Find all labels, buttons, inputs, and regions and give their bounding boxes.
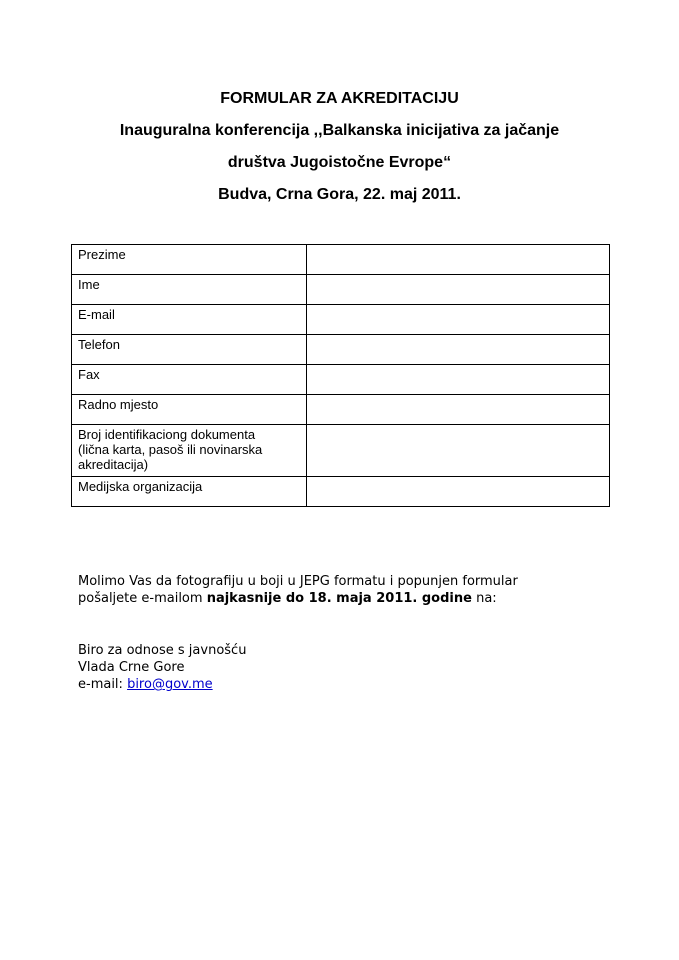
instructions-line-2-end: na: xyxy=(471,591,497,606)
form-row-fax xyxy=(72,365,610,395)
form-label-fax: Fax xyxy=(72,365,307,395)
accreditation-form-table xyxy=(71,244,610,507)
contact-email-line xyxy=(78,676,246,693)
form-label-email: E-mail xyxy=(72,305,307,335)
form-label-id-document-line-3: akreditacija) xyxy=(78,457,149,472)
deadline-text: najkasnije do 18. maja 2011. godine xyxy=(206,591,472,606)
contact-email-label: e-mail: xyxy=(78,677,128,692)
instructions-paragraph xyxy=(78,573,518,607)
form-row-email xyxy=(72,305,610,335)
form-field-telefon[interactable] xyxy=(307,335,610,365)
form-title: FORMULAR ZA AKREDITACIJU xyxy=(220,90,459,107)
instructions-line-2 xyxy=(78,590,518,607)
form-row-id-document xyxy=(72,425,610,477)
form-field-media-org[interactable] xyxy=(307,477,610,507)
form-label-radno-mjesto: Radno mjesto xyxy=(72,395,307,425)
form-label-ime: Ime xyxy=(72,275,307,305)
contact-email-link[interactable]: biro@gov.me xyxy=(127,677,213,692)
conference-place-date: Budva, Crna Gora, 22. maj 2011. xyxy=(218,186,461,203)
instructions-line-1: Molimo Vas da fotografiju u boji u JEPG formatu i popunjen formular xyxy=(78,574,518,589)
form-field-email[interactable] xyxy=(307,305,610,335)
form-field-ime[interactable] xyxy=(307,275,610,305)
form-field-prezime[interactable] xyxy=(307,245,610,275)
form-row-radno-mjesto xyxy=(72,395,610,425)
form-label-id-document xyxy=(72,425,307,477)
instructions-line-2-start: pošaljete e-mailom xyxy=(78,591,207,606)
form-row-ime xyxy=(72,275,610,305)
form-label-telefon: Telefon xyxy=(72,335,307,365)
form-field-fax[interactable] xyxy=(307,365,610,395)
form-row-telefon xyxy=(72,335,610,365)
form-label-prezime: Prezime xyxy=(72,245,307,275)
form-row-media-org xyxy=(72,477,610,507)
form-field-id-document[interactable] xyxy=(307,425,610,477)
conference-title-line-2: društva Jugoistočne Evrope“ xyxy=(227,154,452,171)
form-row-prezime xyxy=(72,245,610,275)
contact-block xyxy=(78,642,246,693)
conference-title-line-1: Inauguralna konferencija ,,Balkanska inicijativa za jačanje xyxy=(119,122,560,139)
contact-government: Vlada Crne Gore xyxy=(78,660,185,675)
form-label-media-org: Medijska organizacija xyxy=(72,477,307,507)
form-label-id-document-line-1: Broj identifikaciong dokumenta xyxy=(78,427,256,442)
form-field-radno-mjesto[interactable] xyxy=(307,395,610,425)
contact-office: Biro za odnose s javnošću xyxy=(78,643,247,658)
form-label-id-document-line-2: (lična karta, pasoš ili novinarska xyxy=(78,442,263,457)
